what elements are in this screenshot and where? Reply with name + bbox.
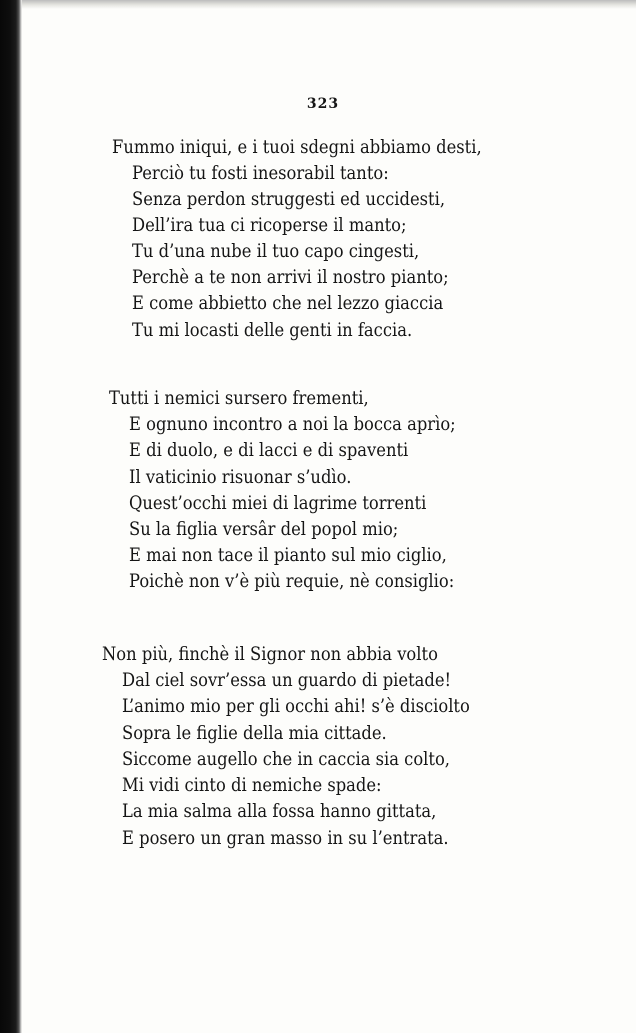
verse-line: Non più, finchè il Signor non abbia volto xyxy=(102,643,438,665)
page-number: 323 xyxy=(306,96,340,112)
verse-line: Perchè a te non arrivi il nostro pianto; xyxy=(132,266,449,288)
verse-line: E ognuno incontro a noi la bocca aprìo; xyxy=(129,413,456,435)
verse-line: E mai non tace il pianto sul mio ciglio, xyxy=(129,544,447,566)
verse-line: Senza perdon struggesti ed uccidesti, xyxy=(132,188,446,210)
verse-line: Dal ciel sovr’essa un guardo di pietade! xyxy=(122,669,452,691)
verse-line: E di duolo, e di lacci e di spaventi xyxy=(129,439,409,461)
verse-line: Dell’ira tua ci ricoperse il manto; xyxy=(132,214,407,236)
verse-line: Su la figlia versâr del popol mio; xyxy=(129,518,399,540)
verse-line: Perciò tu fosti inesorabil tanto: xyxy=(132,162,389,184)
verse-line: La mia salma alla fossa hanno gittata, xyxy=(122,800,437,822)
verse-line: Tutti i nemici sursero frementi, xyxy=(109,387,369,409)
book-binding-edge xyxy=(0,0,22,1033)
page-top-shadow xyxy=(22,0,636,9)
verse-line: Sopra le figlie della mia cittade. xyxy=(122,722,387,744)
verse-line: Fummo iniqui, e i tuoi sdegni abbiamo desti, xyxy=(112,136,482,158)
verse-line: Il vaticinio risuonar s’udìo. xyxy=(129,466,352,488)
verse-line: E posero un gran masso in su l’entrata. xyxy=(122,827,449,849)
verse-line: Tu d’una nube il tuo capo cingesti, xyxy=(132,240,420,262)
verse-line: Quest’occhi miei di lagrime torrenti xyxy=(129,492,427,514)
verse-line: Siccome augello che in caccia sia colto, xyxy=(122,748,451,770)
verse-line: L’animo mio per gli occhi ahi! s’è disciolto xyxy=(122,695,470,717)
verse-line: E come abbietto che nel lezzo giaccia xyxy=(132,292,444,314)
verse-line: Tu mi locasti delle genti in faccia. xyxy=(132,319,413,341)
verse-line: Poichè non v’è più requie, nè consiglio: xyxy=(129,570,455,592)
verse-line: Mi vidi cinto di nemiche spade: xyxy=(122,774,382,796)
